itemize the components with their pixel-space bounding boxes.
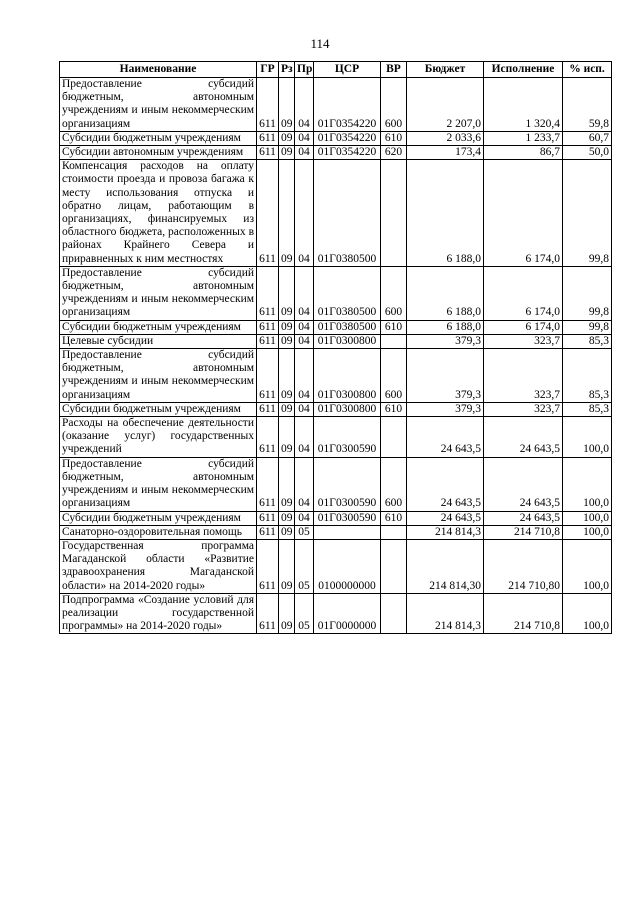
cell-pr: 04 <box>295 511 314 525</box>
cell-percent: 99,8 <box>563 160 612 267</box>
cell-vr <box>381 334 407 348</box>
cell-name: Подпрограмма «Создание условий для реализации государственной программы» на 2014-2020 годы» <box>60 593 257 634</box>
cell-csr: 01Г0354220 <box>314 131 381 145</box>
cell-percent: 59,8 <box>563 78 612 132</box>
cell-vr <box>381 593 407 634</box>
cell-budget: 24 643,5 <box>407 417 484 458</box>
cell-name: Расходы на обеспечение деятельности (оказание услуг) государственных учреждений <box>60 417 257 458</box>
cell-execution: 214 710,80 <box>484 539 563 593</box>
cell-pr: 05 <box>295 525 314 539</box>
cell-name: Предоставление субсидий бюджетным, автономным учреждениям и иным некоммерческим организациям <box>60 457 257 511</box>
cell-rz: 09 <box>279 539 295 593</box>
cell-rz: 09 <box>279 78 295 132</box>
cell-name: Субсидии бюджетным учреждениям <box>60 511 257 525</box>
cell-execution: 24 643,5 <box>484 511 563 525</box>
table-row <box>60 266 612 320</box>
cell-rz: 09 <box>279 266 295 320</box>
page-number: 114 <box>310 36 330 51</box>
header-budget: Бюджет <box>407 62 484 78</box>
cell-gr: 611 <box>257 525 279 539</box>
cell-vr: 600 <box>381 457 407 511</box>
cell-name: Санаторно-оздоровительная помощь <box>60 525 257 539</box>
table-header-row <box>60 62 612 78</box>
cell-name: Целевые субсидии <box>60 334 257 348</box>
cell-rz: 09 <box>279 131 295 145</box>
cell-pr: 04 <box>295 266 314 320</box>
cell-budget: 2 207,0 <box>407 78 484 132</box>
cell-rz: 09 <box>279 417 295 458</box>
cell-csr: 01Г0354220 <box>314 78 381 132</box>
cell-percent: 99,8 <box>563 320 612 334</box>
header-vr: ВР <box>381 62 407 78</box>
cell-name: Предоставление субсидий бюджетным, автономным учреждениям и иным некоммерческим организациям <box>60 349 257 403</box>
cell-gr: 611 <box>257 146 279 160</box>
cell-rz: 09 <box>279 334 295 348</box>
cell-name: Компенсация расходов на оплату стоимости проезда и провоза багажа к месту использования отпуска и обратно лицам, работающим в организациях, финансируемых из областного бюджета, расположенных в районах Крайнего Севера и приравненных к ним местностях <box>60 160 257 267</box>
cell-gr: 611 <box>257 593 279 634</box>
cell-gr: 611 <box>257 349 279 403</box>
cell-gr: 611 <box>257 539 279 593</box>
cell-budget: 24 643,5 <box>407 457 484 511</box>
cell-percent: 50,0 <box>563 146 612 160</box>
cell-csr: 01Г0000000 <box>314 593 381 634</box>
cell-name: Субсидии автономным учреждениям <box>60 146 257 160</box>
cell-pr: 04 <box>295 146 314 160</box>
cell-budget: 214 814,3 <box>407 593 484 634</box>
cell-vr: 600 <box>381 349 407 403</box>
cell-execution: 6 174,0 <box>484 320 563 334</box>
cell-percent: 85,3 <box>563 334 612 348</box>
table-row <box>60 593 612 634</box>
cell-budget: 6 188,0 <box>407 266 484 320</box>
cell-csr: 01Г0300800 <box>314 334 381 348</box>
cell-budget: 379,3 <box>407 402 484 416</box>
cell-percent: 100,0 <box>563 539 612 593</box>
cell-csr: 01Г0300800 <box>314 402 381 416</box>
cell-vr <box>381 539 407 593</box>
cell-csr: 01Г0300590 <box>314 457 381 511</box>
cell-vr <box>381 160 407 267</box>
table-row <box>60 417 612 458</box>
cell-pr: 04 <box>295 160 314 267</box>
cell-vr: 610 <box>381 402 407 416</box>
header-csr: ЦСР <box>314 62 381 78</box>
cell-execution: 323,7 <box>484 334 563 348</box>
cell-percent: 100,0 <box>563 593 612 634</box>
cell-vr: 620 <box>381 146 407 160</box>
table-row <box>60 78 612 132</box>
cell-execution: 1 233,7 <box>484 131 563 145</box>
cell-execution: 214 710,8 <box>484 593 563 634</box>
table-row <box>60 349 612 403</box>
cell-csr: 01Г0380500 <box>314 266 381 320</box>
cell-vr: 610 <box>381 511 407 525</box>
cell-csr: 01Г0300800 <box>314 349 381 403</box>
cell-percent: 100,0 <box>563 457 612 511</box>
header-percent: % исп. <box>563 62 612 78</box>
cell-pr: 04 <box>295 349 314 403</box>
cell-budget: 379,3 <box>407 349 484 403</box>
table-row <box>60 525 612 539</box>
cell-csr: 0100000000 <box>314 539 381 593</box>
cell-vr: 600 <box>381 78 407 132</box>
cell-execution: 6 174,0 <box>484 160 563 267</box>
cell-csr: 01Г0380500 <box>314 160 381 267</box>
cell-pr: 05 <box>295 593 314 634</box>
table-row <box>60 511 612 525</box>
cell-gr: 611 <box>257 160 279 267</box>
cell-name: Государственная программа Магаданской области «Развитие здравоохранения Магаданской области» на 2014-2020 годы» <box>60 539 257 593</box>
header-execution: Исполнение <box>484 62 563 78</box>
header-pr: Пр <box>295 62 314 78</box>
cell-pr: 04 <box>295 78 314 132</box>
cell-execution: 323,7 <box>484 349 563 403</box>
cell-pr: 05 <box>295 539 314 593</box>
table-row <box>60 146 612 160</box>
cell-rz: 09 <box>279 349 295 403</box>
cell-csr: 01Г0354220 <box>314 146 381 160</box>
cell-csr: 01Г0300590 <box>314 511 381 525</box>
cell-percent: 85,3 <box>563 402 612 416</box>
cell-percent: 100,0 <box>563 417 612 458</box>
cell-pr: 04 <box>295 402 314 416</box>
cell-gr: 611 <box>257 457 279 511</box>
cell-rz: 09 <box>279 320 295 334</box>
cell-budget: 6 188,0 <box>407 320 484 334</box>
header-gr: ГР <box>257 62 279 78</box>
cell-name: Предоставление субсидий бюджетным, автономным учреждениям и иным некоммерческим организациям <box>60 78 257 132</box>
cell-percent: 85,3 <box>563 349 612 403</box>
cell-gr: 611 <box>257 417 279 458</box>
cell-name: Субсидии бюджетным учреждениям <box>60 131 257 145</box>
cell-gr: 611 <box>257 320 279 334</box>
cell-vr <box>381 525 407 539</box>
cell-pr: 04 <box>295 334 314 348</box>
cell-execution: 86,7 <box>484 146 563 160</box>
cell-budget: 2 033,6 <box>407 131 484 145</box>
cell-csr: 01Г0380500 <box>314 320 381 334</box>
cell-gr: 611 <box>257 511 279 525</box>
cell-name: Предоставление субсидий бюджетным, автономным учреждениям и иным некоммерческим организациям <box>60 266 257 320</box>
table-row <box>60 402 612 416</box>
cell-rz: 09 <box>279 160 295 267</box>
cell-gr: 611 <box>257 402 279 416</box>
cell-name: Субсидии бюджетным учреждениям <box>60 402 257 416</box>
cell-budget: 214 814,30 <box>407 539 484 593</box>
cell-budget: 214 814,3 <box>407 525 484 539</box>
cell-execution: 214 710,8 <box>484 525 563 539</box>
cell-rz: 09 <box>279 457 295 511</box>
cell-percent: 60,7 <box>563 131 612 145</box>
cell-budget: 6 188,0 <box>407 160 484 267</box>
cell-rz: 09 <box>279 525 295 539</box>
cell-rz: 09 <box>279 402 295 416</box>
table-row <box>60 160 612 267</box>
cell-budget: 379,3 <box>407 334 484 348</box>
cell-rz: 09 <box>279 146 295 160</box>
cell-gr: 611 <box>257 266 279 320</box>
table-row <box>60 539 612 593</box>
table-row <box>60 320 612 334</box>
cell-pr: 04 <box>295 320 314 334</box>
cell-rz: 09 <box>279 593 295 634</box>
cell-execution: 1 320,4 <box>484 78 563 132</box>
cell-budget: 173,4 <box>407 146 484 160</box>
table-row <box>60 131 612 145</box>
header-rz: Рз <box>279 62 295 78</box>
header-name: Наименование <box>60 62 257 78</box>
table-row <box>60 334 612 348</box>
table-row <box>60 457 612 511</box>
cell-execution: 24 643,5 <box>484 417 563 458</box>
cell-pr: 04 <box>295 457 314 511</box>
cell-execution: 6 174,0 <box>484 266 563 320</box>
cell-rz: 09 <box>279 511 295 525</box>
cell-percent: 100,0 <box>563 511 612 525</box>
cell-vr: 600 <box>381 266 407 320</box>
cell-pr: 04 <box>295 131 314 145</box>
cell-percent: 100,0 <box>563 525 612 539</box>
cell-pr: 04 <box>295 417 314 458</box>
cell-csr <box>314 525 381 539</box>
cell-percent: 99,8 <box>563 266 612 320</box>
cell-vr: 610 <box>381 131 407 145</box>
budget-table <box>59 61 612 634</box>
cell-gr: 611 <box>257 131 279 145</box>
cell-name: Субсидии бюджетным учреждениям <box>60 320 257 334</box>
cell-vr: 610 <box>381 320 407 334</box>
cell-execution: 323,7 <box>484 402 563 416</box>
cell-execution: 24 643,5 <box>484 457 563 511</box>
cell-gr: 611 <box>257 334 279 348</box>
cell-gr: 611 <box>257 78 279 132</box>
cell-vr <box>381 417 407 458</box>
cell-csr: 01Г0300590 <box>314 417 381 458</box>
cell-budget: 24 643,5 <box>407 511 484 525</box>
